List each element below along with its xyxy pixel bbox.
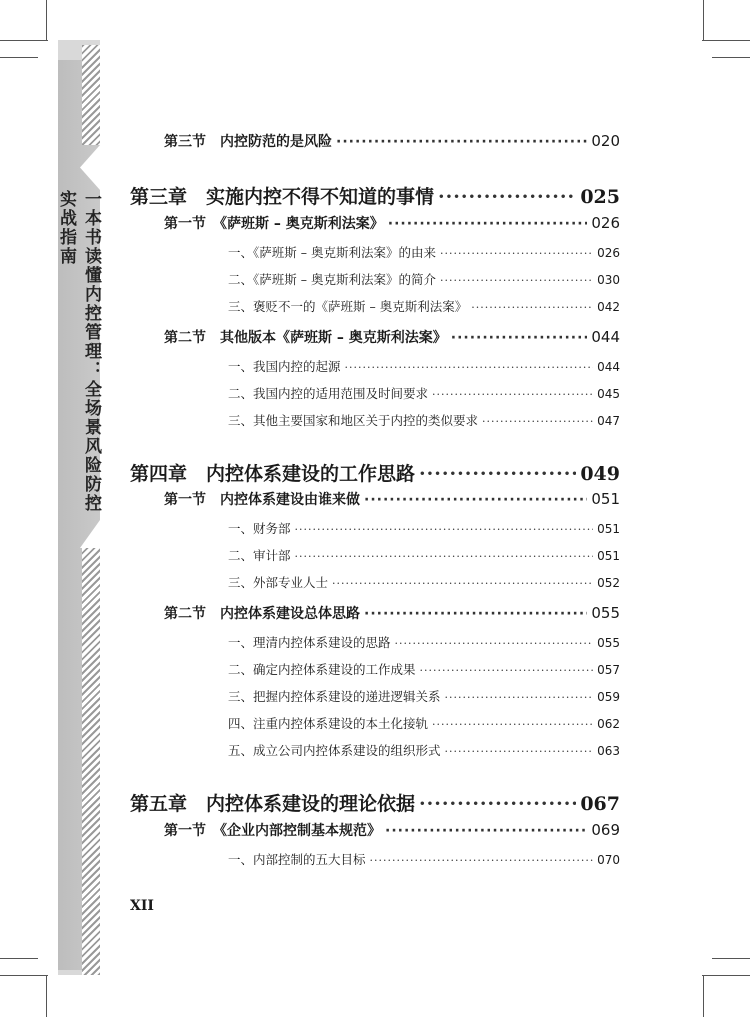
toc-item[interactable] [228, 573, 620, 591]
toc-page: 025 [580, 186, 620, 208]
toc-label: 一、《萨班斯 – 奥克斯利法案》的由来 [228, 245, 436, 260]
toc-label: 三、把握内控体系建设的递进逻辑关系 [228, 689, 441, 704]
toc-page: 069 [591, 821, 620, 839]
toc-label: 第一节 内控体系建设由谁来做 [164, 492, 360, 508]
toc-chapter[interactable] [130, 459, 620, 486]
toc-item[interactable] [228, 384, 620, 402]
leader-dots [419, 793, 576, 815]
leader-dots [364, 606, 587, 622]
leader-dots [432, 718, 593, 731]
toc-item[interactable] [228, 546, 620, 564]
toc-label: 第一节 《萨班斯 – 奥克斯利法案》 [164, 216, 384, 232]
toc-label: 第三章 实施内控不得不知道的事情 [130, 186, 435, 208]
toc-item[interactable] [228, 660, 620, 678]
toc-chapter[interactable] [130, 182, 620, 209]
leader-dots [295, 550, 594, 563]
leader-dots [471, 301, 593, 314]
leader-dots [419, 463, 576, 485]
toc-item[interactable] [228, 270, 620, 288]
toc-label: 一、内部控制的五大目标 [228, 852, 366, 867]
toc-label: 三、其他主要国家和地区关于内控的类似要求 [228, 413, 479, 428]
toc-label: 四、注重内控体系建设的本土化接轨 [228, 716, 429, 731]
toc-item[interactable] [228, 714, 620, 732]
leader-dots [332, 577, 593, 590]
toc-label: 第二节 内控体系建设总体思路 [164, 606, 360, 622]
leader-dots [445, 745, 594, 758]
leader-dots [364, 492, 587, 508]
toc-page: 055 [597, 636, 620, 650]
toc-label: 二、《萨班斯 – 奥克斯利法案》的简介 [228, 272, 436, 287]
toc-label: 第四章 内控体系建设的工作思路 [130, 463, 416, 485]
toc-page: 057 [597, 663, 620, 677]
toc-section[interactable] [164, 327, 620, 347]
leader-dots [388, 216, 588, 232]
toc-page: 051 [591, 490, 620, 508]
toc-chapter[interactable] [130, 789, 620, 816]
leader-dots [420, 664, 594, 677]
leader-dots [370, 854, 594, 867]
toc-item[interactable] [228, 297, 620, 315]
toc-label: 二、审计部 [228, 548, 291, 563]
toc-label: 三、褒贬不一的《萨班斯 – 奥克斯利法案》 [228, 299, 468, 314]
toc-page: 045 [597, 387, 620, 401]
toc-page: 052 [597, 576, 620, 590]
leader-dots [385, 823, 587, 839]
leader-dots [440, 274, 593, 287]
toc-item[interactable] [228, 633, 620, 651]
toc-page: 070 [597, 853, 620, 867]
leader-dots [336, 134, 587, 150]
toc-item[interactable] [228, 741, 620, 759]
toc-label: 二、确定内控体系建设的工作成果 [228, 662, 416, 677]
leader-dots [345, 361, 594, 374]
toc-page: 055 [591, 604, 620, 622]
leader-dots [440, 247, 593, 260]
toc-item[interactable] [228, 243, 620, 261]
toc-page: 059 [597, 690, 620, 704]
toc-page: 051 [597, 549, 620, 563]
toc-page: 042 [597, 300, 620, 314]
toc-page: 067 [580, 793, 620, 815]
toc-label: 二、我国内控的适用范围及时间要求 [228, 386, 429, 401]
toc-label: 三、外部专业人士 [228, 575, 329, 590]
toc-label: 一、财务部 [228, 521, 291, 536]
toc-label: 一、我国内控的起源 [228, 359, 341, 374]
toc-section[interactable] [164, 603, 620, 623]
toc-page: 026 [597, 246, 620, 260]
toc-item[interactable] [228, 687, 620, 705]
toc-section[interactable] [164, 131, 620, 151]
leader-dots [295, 523, 594, 536]
toc-section[interactable] [164, 489, 620, 509]
leader-dots [482, 415, 593, 428]
leader-dots [432, 388, 593, 401]
toc-label: 第三节 内控防范的是风险 [164, 134, 332, 150]
toc-page: 026 [591, 214, 620, 232]
toc-section[interactable] [164, 213, 620, 233]
toc-label: 一、理清内控体系建设的思路 [228, 635, 391, 650]
book-title: 一本书读懂内控管理：全场景风险防控实战指南 [56, 190, 101, 513]
toc-label: 第二节 其他版本《萨班斯 – 奥克斯利法案》 [164, 330, 447, 346]
page-number: XII [130, 898, 154, 914]
toc-page: 063 [597, 744, 620, 758]
toc-page: 044 [591, 328, 620, 346]
toc-page: 051 [597, 522, 620, 536]
leader-dots [438, 186, 576, 208]
toc-item[interactable] [228, 519, 620, 537]
toc-section[interactable] [164, 820, 620, 840]
toc-page: 062 [597, 717, 620, 731]
toc-page: 047 [597, 414, 620, 428]
toc-label: 第五章 内控体系建设的理论依据 [130, 793, 416, 815]
toc-page: 020 [591, 132, 620, 150]
toc-label: 第一节 《企业内部控制基本规范》 [164, 823, 381, 839]
toc-item[interactable] [228, 850, 620, 868]
toc-item[interactable] [228, 411, 620, 429]
toc-item[interactable] [228, 357, 620, 375]
toc-page: 044 [597, 360, 620, 374]
leader-dots [451, 330, 588, 346]
leader-dots [445, 691, 594, 704]
toc-label: 五、成立公司内控体系建设的组织形式 [228, 743, 441, 758]
leader-dots [395, 637, 594, 650]
toc-page: 030 [597, 273, 620, 287]
toc-page: 049 [580, 463, 620, 485]
